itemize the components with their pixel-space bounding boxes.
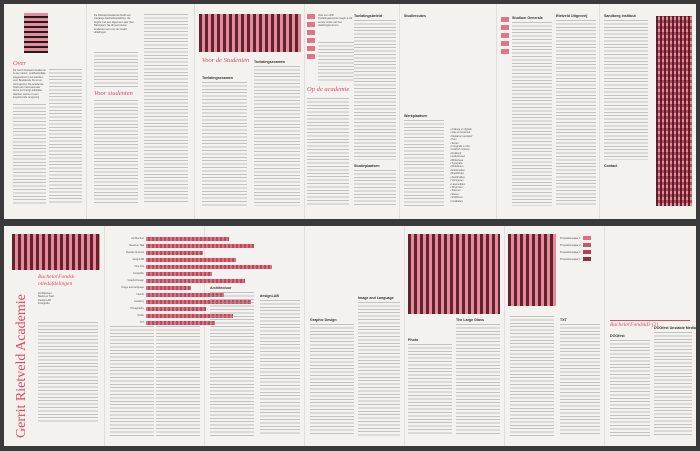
bar-mark [146, 286, 191, 290]
workshop-list-item: • Hout [450, 138, 457, 142]
brochure-top-panel: Over De Gerrit Rietveld Academie is een kleine, onafhankelijke Hogeschool in Amsterdam voor Beeldende Kunst en Vormgeving. De academie heeft een internationale focus en brengt artistieke talenten samen in een inspirerende omgeving. De Rietveld Academie biedt een vierjarige bacheloropleiding, die begint met een algemeen jaar (het Basisjaar). Na dit jaar kiezen studenten een van de twaalf afdelingen. Voor studenten Voor de Studenten Toelatingsexamen Toelatingsexamen Voor een IDR Toelatingsexamen begin je de eerste ronde van het toelatingsexamen. Op de academie Toelatingsbeleid Studieplaatsen Werkplaatsen Studieroutes • Analoge en digitale • Glas en keramiek • Metaal en kunststof • Hout • Textiel • Fotografie en film • Grafisch ontwerp • Drukkerij • Audiovisueel • Bibliotheek • Typografie • Modelleren • Edelsmeden • Boekbinden • Zeefdrukken • Vormgeven • Lasersnijden • 3D-printen • Tekenen • Weven • Schilderen • Installaties Studium Generale Rietveld Uitgeverij Sandberg Instituut Contact [4, 4, 696, 219]
year-key-label: Propedeusejaar 3 [560, 250, 581, 254]
workshop-list-item: • Lasersnijden [450, 182, 466, 186]
year-key-item [560, 250, 600, 254]
year-key-label: Propedeusejaar 4 [560, 257, 581, 261]
hatched-graphic-top [199, 14, 301, 52]
year-key-label: Propedeusejaar 2 [560, 243, 581, 247]
bar-row [110, 278, 300, 283]
bar-label: Graphic Design [127, 279, 144, 282]
bar-mark [146, 321, 215, 325]
workshop-list-item: • Textiel [450, 141, 459, 145]
workshops-list [450, 128, 494, 203]
bar-label: Beeldende kunst [126, 251, 144, 254]
bar-row [110, 264, 300, 269]
voor-de-studenten-heading: Voor de Studenten [202, 57, 250, 64]
bar-mark [146, 265, 272, 269]
bachelor-intro-text: De Rietveld Academie biedt een vierjarige bacheloropleiding, die begint met een algemeen jaar (het Basisjaar). Na dit jaar kiezen studenten een van de twaalf afdelingen. [94, 14, 134, 35]
workshop-list-item: • Bibliotheek [450, 158, 464, 162]
year-key-label: Propedeusejaar 1 [560, 236, 581, 240]
bar-row [110, 236, 300, 241]
bar-mark [146, 258, 236, 262]
bachelor-heading-2: BachelorFondskD (2) [610, 322, 659, 328]
striped-graphic-col6 [501, 14, 509, 54]
bar-label: designLAB [132, 258, 144, 261]
year-key-swatch [583, 236, 591, 240]
workshop-list-item: • Glas en keramiek [450, 131, 471, 135]
year-key-item [560, 257, 600, 261]
hatched-graphic-right [656, 16, 692, 206]
hatched-graphic-bottom-right [508, 234, 556, 306]
bar-label: TXT [139, 321, 144, 324]
workshop-list-item: • Weven [450, 192, 459, 196]
hatched-graphic-bottom-mid [408, 234, 500, 314]
year-key [560, 236, 600, 264]
brochure-bottom-panel: Gerrit Rietveld Academie BachelorFondsk otiedafdelingen Architectuur Beeld en Taal DesignLAB Fotografie Architectuur Beeld en Taal Beeldende kunst designLAB Fine Arts Fotografie Graphic Design Image and Language Interior Jewellery Photography Textile TXT Architectuur designLAB Graphic Design Image and Language Photo The Large Glass Propedeusejaar 1 Propedeusejaar 2 Propedeusejaar 3 Propedeusejaar 4 TXT BachelorFondskD (2) DOOfest DOOfest Unstable Media [4, 226, 696, 446]
bar-mark [146, 272, 212, 276]
bar-row [110, 243, 300, 248]
workshop-list-item: • Analoge en digitale [450, 128, 472, 131]
voor-studenten-heading: Voor studenten [94, 90, 133, 97]
workshop-list-item: • 3D-printen [450, 185, 463, 189]
bar-label: Jewellery [134, 300, 144, 303]
bar-row [110, 250, 300, 255]
workshop-list-item: • Metaal en kunststof [450, 134, 473, 138]
bar-label: Image and Language [121, 286, 144, 289]
workshop-list-item: • Grafisch ontwerp [450, 148, 470, 152]
chair-logo-graphic [24, 13, 48, 53]
workshop-list-item: • Vormgeven [450, 179, 464, 183]
bar-mark [146, 244, 254, 248]
workshop-list-item: • Zeefdrukken [450, 175, 465, 179]
workshop-list-item: • Modelleren [450, 165, 464, 169]
bar-row [110, 271, 300, 276]
academy-title-vertical: Gerrit Rietveld Academie [14, 294, 29, 438]
year-key-swatch [583, 243, 591, 247]
workshop-list-item: • Edelsmeden [450, 168, 465, 172]
bar-row [110, 285, 300, 290]
workshop-list-item: • Installaties [450, 199, 463, 203]
bar-mark [146, 307, 206, 311]
year-key-swatch [583, 257, 591, 261]
bar-label: Textile [137, 314, 144, 317]
over-text: De Gerrit Rietveld Academie is een kleine, onafhankelijke Hogeschool in Amsterdam voor Beeldende Kunst en Vormgeving. De academie heeft een internationale focus en brengt artistieke talenten samen in een inspirerende omgeving. [13, 69, 46, 100]
bar-row [110, 257, 300, 262]
bar-label: Interior [136, 293, 144, 296]
workshop-list-item: • Tekenen [450, 189, 461, 193]
bar-label: Photography [130, 307, 144, 310]
op-de-academie-heading: Op de academie [307, 86, 350, 93]
bar-mark [146, 279, 245, 283]
year-key-item [560, 236, 600, 240]
workshop-list-item: • Drukkerij [450, 151, 461, 155]
bar-mark [146, 237, 229, 241]
bar-label: Architectuur [131, 237, 144, 240]
over-heading: Over [13, 60, 26, 67]
year-key-swatch [583, 250, 591, 254]
hatched-graphic-bottom-left [12, 234, 100, 270]
bar-label: Beeld en Taal [129, 244, 144, 247]
bar-label: Fine Arts [134, 265, 144, 268]
workshop-list-item: • Boekbinden [450, 172, 465, 176]
bar-mark [146, 251, 203, 255]
bar-label: Fotografie [133, 272, 144, 275]
year-key-item [560, 243, 600, 247]
workshop-list-item: • Schilderen [450, 196, 463, 200]
striped-graphic-col4 [307, 14, 315, 59]
workshop-list-item: • Fotografie en film [450, 145, 470, 149]
workshop-list-item: • Typografie [450, 162, 463, 166]
bachelor-heading: BachelorFondsk otiedafdelingen [38, 274, 75, 287]
workshop-list-item: • Audiovisueel [450, 155, 465, 159]
